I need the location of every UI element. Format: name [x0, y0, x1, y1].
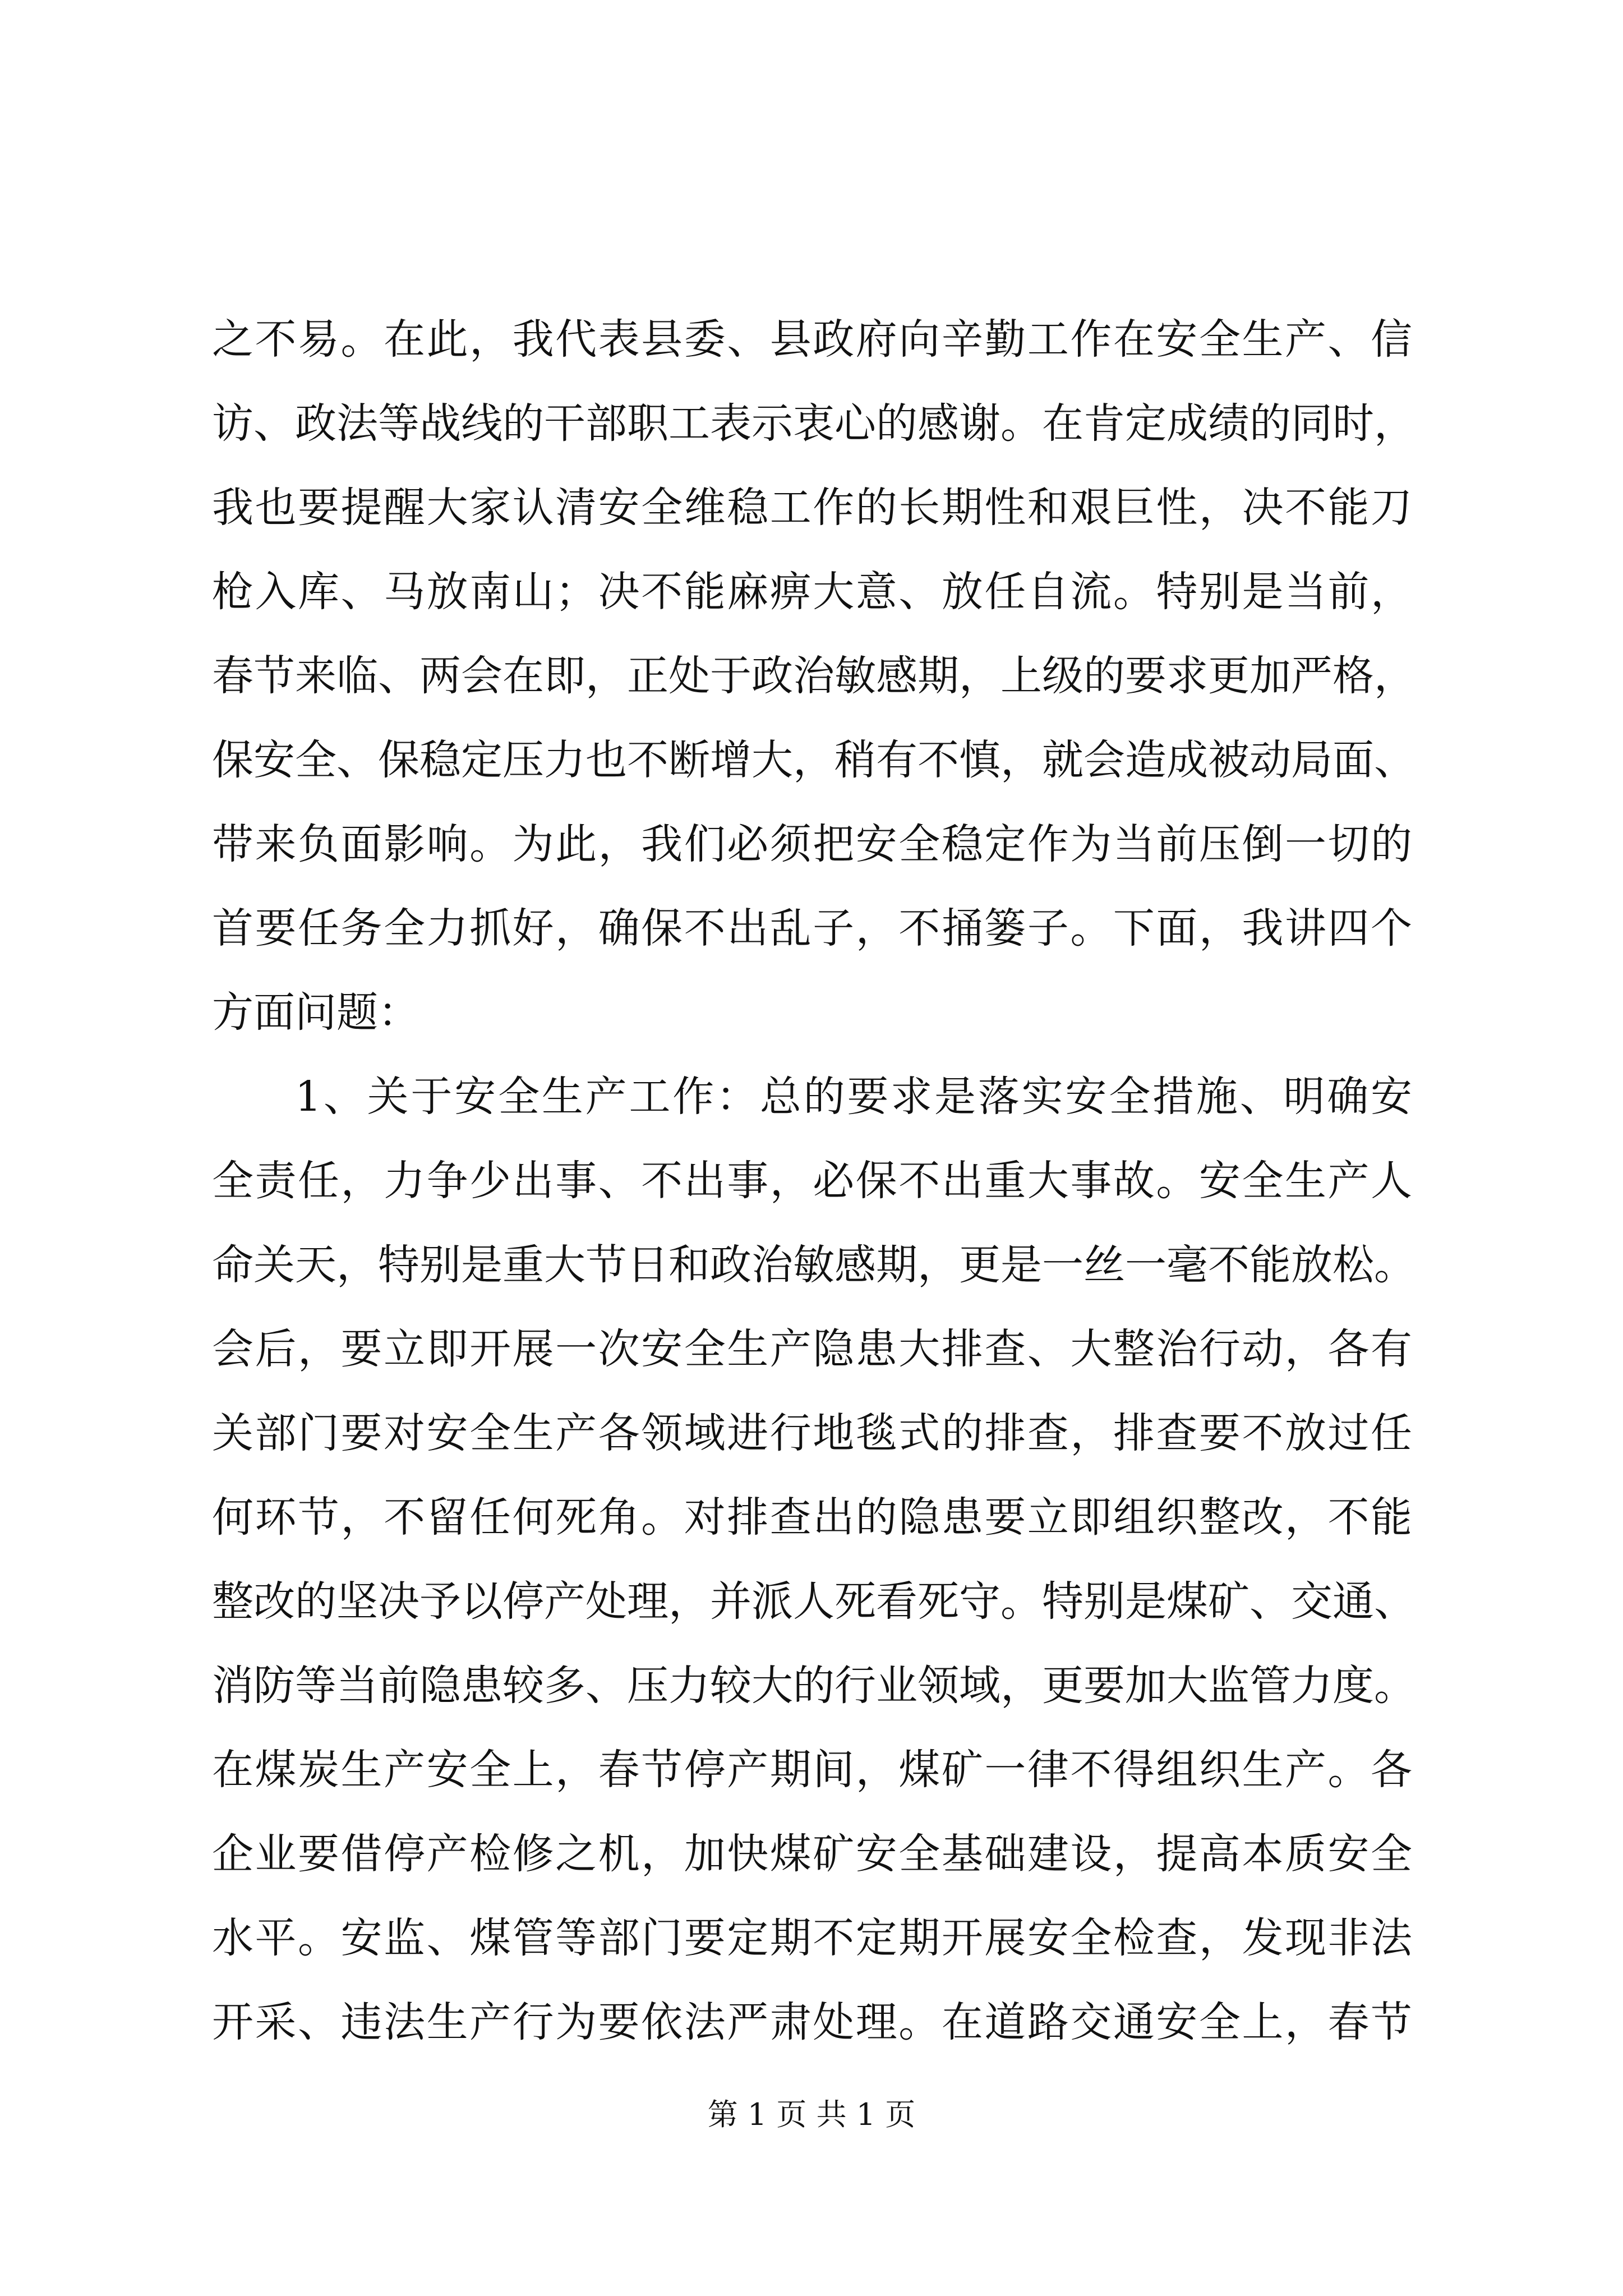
- text-line: 在煤炭生产安全上，春节停产期间，煤矿一律不得组织生产。各: [212, 1746, 1412, 1794]
- text-line: 访、政法等战线的干部职工表示衷心的感谢。在肯定成绩的同时，: [212, 399, 1415, 448]
- text-line: 水平。安监、煤管等部门要定期不定期开展安全检查，发现非法: [212, 1914, 1412, 1962]
- text-line: 带来负面影响。为此，我们必须把安全稳定作为当前压倒一切的: [212, 820, 1412, 868]
- text-line: 全责任，力争少出事、不出事，必保不出重大事故。安全生产人: [212, 1157, 1412, 1205]
- text-line: 命关天，特别是重大节日和政治敏感期，更是一丝一毫不能放松。: [212, 1241, 1415, 1289]
- text-line: 之不易。在此，我代表县委、县政府向辛勤工作在安全生产、信: [212, 315, 1412, 364]
- text-line: 首要任务全力抓好，确保不出乱子，不捅篓子。下面，我讲四个: [212, 904, 1412, 953]
- text-line: 春节来临、两会在即，正处于政治敏感期，上级的要求更加严格，: [212, 652, 1415, 700]
- text-line: 何环节，不留任何死角。对排查出的隐患要立即组织整改，不能: [212, 1493, 1412, 1542]
- text-line: 开采、违法生产行为要依法严肃处理。在道路交通安全上，春节: [212, 1998, 1412, 2046]
- body-text: [212, 297, 1415, 2064]
- text-line: 保安全、保稳定压力也不断增大，稍有不慎，就会造成被动局面、: [212, 736, 1415, 784]
- text-line: 枪入库、马放南山；决不能麻痹大意、放任自流。特别是当前，: [212, 568, 1412, 616]
- text-line: 消防等当前隐患较多、压力较大的行业领域，更要加大监管力度。: [212, 1662, 1415, 1710]
- text-line: 整改的坚决予以停产处理，并派人死看死守。特别是煤矿、交通、: [212, 1577, 1415, 1626]
- text-line: 方面问题：: [212, 988, 419, 1037]
- text-line: 企业要借停产检修之机，加快煤矿安全基础建设，提高本质安全: [212, 1830, 1412, 1878]
- text-line: 会后，要立即开展一次安全生产隐患大排查、大整治行动，各有: [212, 1325, 1412, 1373]
- page-footer: 第 1 页 共 1 页: [707, 2097, 916, 2132]
- text-line: 1、关于安全生产工作：总的要求是落实安全措施、明确安: [295, 1073, 1412, 1121]
- text-line: 我也要提醒大家认清安全维稳工作的长期性和艰巨性，决不能刀: [212, 484, 1412, 532]
- text-line: 关部门要对安全生产各领域进行地毯式的排查，排查要不放过任: [212, 1409, 1412, 1457]
